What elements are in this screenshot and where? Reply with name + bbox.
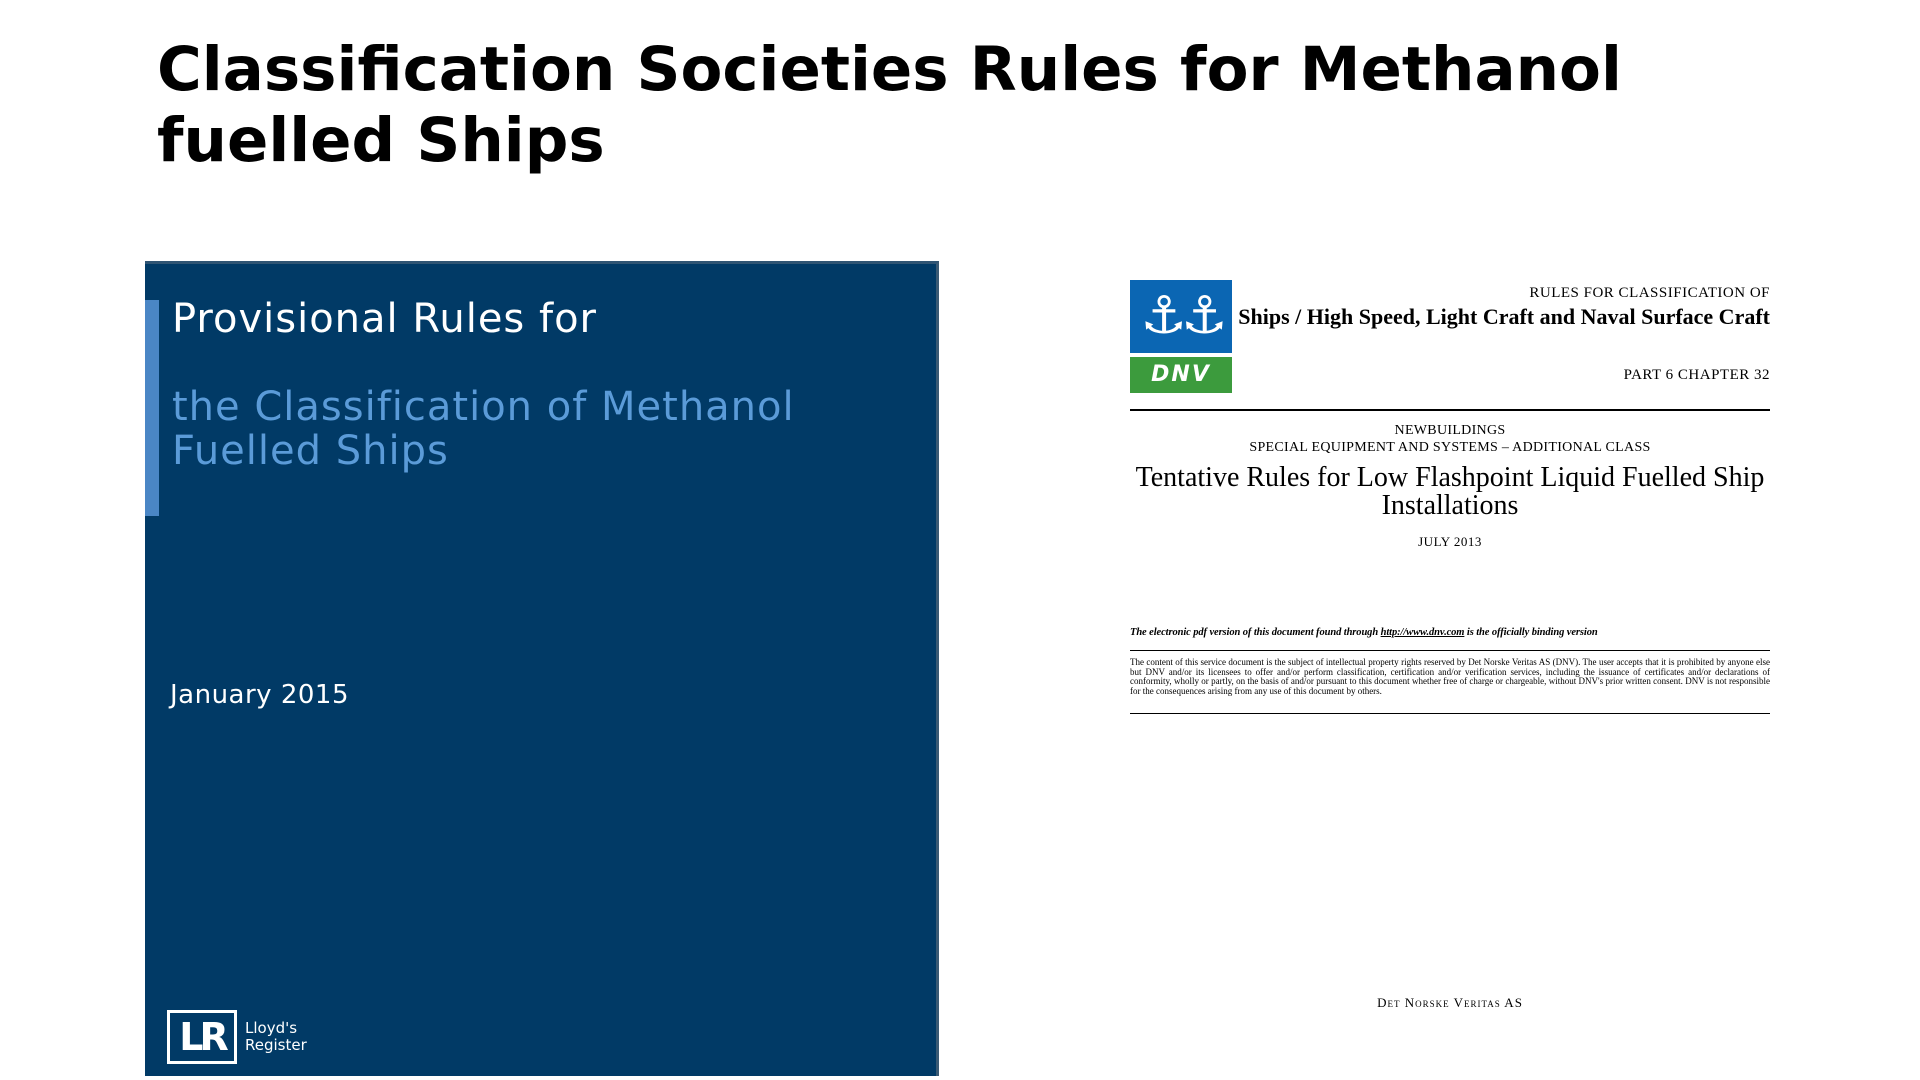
newbuildings-label: NEWBUILDINGS [1394, 423, 1506, 438]
legal-top-divider [1130, 650, 1770, 651]
binding-suffix: is the officially binding version [1466, 627, 1598, 638]
binding-prefix: The electronic pdf version of this document found through [1130, 627, 1379, 638]
lloyds-register-logo [167, 1010, 325, 1064]
anchor-icon: ⚓⚓ [1130, 280, 1232, 353]
document-date: JULY 2013 [1418, 534, 1482, 549]
dnv-logo [1130, 280, 1232, 393]
binding-version-note [1130, 627, 1770, 638]
cover-date: January 2015 [170, 680, 349, 710]
document-title: Tentative Rules for Low Flashpoint Liquid Fuelled Ship Installations [1135, 462, 1765, 521]
lr-logo-line2: Register [245, 1036, 307, 1054]
dnv-rules-document [1130, 276, 1770, 1036]
cover-accent-bar [145, 300, 159, 516]
dnv-url-link[interactable]: http://www.dnv.com [1380, 627, 1465, 638]
part-chapter: PART 6 CHAPTER 32 [1623, 367, 1770, 383]
craft-title: Ships / High Speed, Light Craft and Naval Surface Craft [1238, 304, 1770, 329]
cover-title-blue: the Classification of Methanol Fuelled Ships [172, 384, 795, 474]
lr-logo-mark: LR [167, 1010, 237, 1064]
header-divider [1130, 409, 1770, 411]
special-equipment-label: SPECIAL EQUIPMENT AND SYSTEMS – ADDITIONAL CLASS [1249, 440, 1651, 455]
lr-logo-text [245, 1020, 325, 1054]
cover-title-white: Provisional Rules for [172, 296, 597, 342]
slide-title: Classification Societies Rules for Methanol fuelled Ships [157, 34, 1622, 176]
lloyds-register-cover [145, 261, 939, 1076]
publisher-footer: Det Norske Veritas AS [1377, 995, 1523, 1010]
lr-logo-line1: Lloyd's [245, 1019, 298, 1037]
dnv-logo-text: DNV [1130, 357, 1232, 393]
rules-for-classification-label: RULES FOR CLASSIFICATION OF [1529, 285, 1770, 301]
legal-notice: The content of this service document is the subject of intellectual property rights reserved by Det Norske Veritas AS (DNV). The user accepts that it is prohibited by anyone else but DNV and/or its licensees to offer and/or perform classification, certification and/or verification services, including the issuance of certificates and/or declarations of conformity, wholly or partly, on the basis of and/or pursuant to this document whether free of charge or chargeable, without DNV's prior written consent. DNV is not responsible for the consequences arising from any use of this document by others. [1130, 657, 1770, 696]
legal-bottom-divider [1130, 713, 1770, 714]
newbuildings-heading [1130, 422, 1770, 456]
